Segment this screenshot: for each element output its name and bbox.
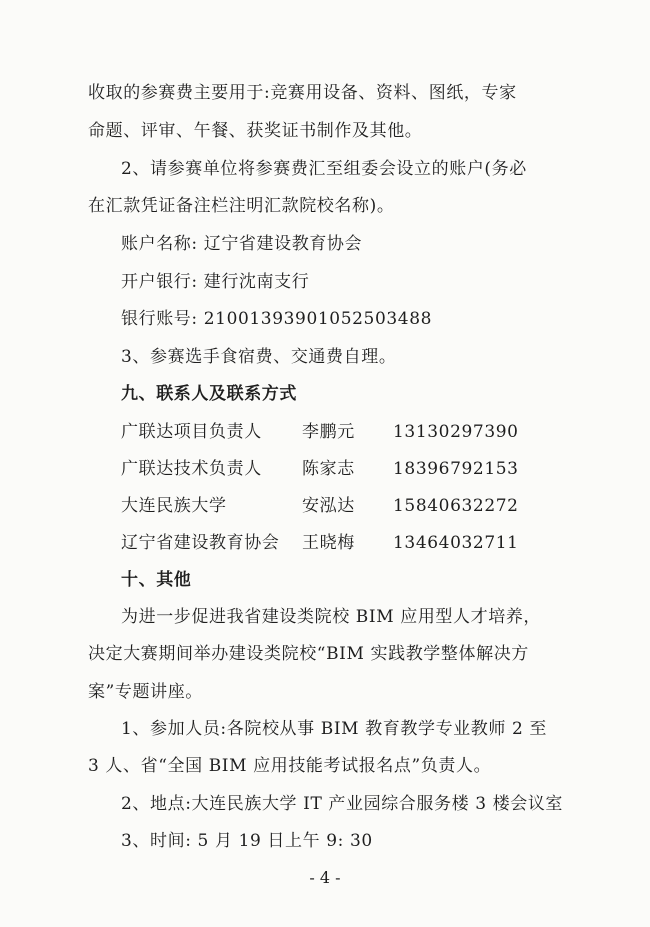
body-text-line: 命题、评审、午餐、获奖证书制作及其他。 xyxy=(88,121,423,141)
account-number-line: 银行账号: 21001393901052503488 xyxy=(121,309,433,329)
contact-role: 广联达技术负责人 xyxy=(121,459,262,479)
contact-name: 陈家志 xyxy=(302,459,355,479)
body-text-line: 3 人、省“全国 BIM 应用技能考试报名点”负责人。 xyxy=(88,756,492,776)
section-heading: 十、其他 xyxy=(121,570,192,590)
body-text-line: 3、参赛选手食宿费、交通费自理。 xyxy=(121,347,397,367)
account-name-line: 账户名称: 辽宁省建设教育协会 xyxy=(121,234,363,254)
body-text-line: 决定大赛期间举办建设类院校“BIM 实践教学整体解决方 xyxy=(88,644,529,664)
contact-name: 李鹏元 xyxy=(302,422,355,442)
section-heading: 九、联系人及联系方式 xyxy=(121,384,297,404)
contact-phone: 13130297390 xyxy=(393,422,519,442)
contact-phone: 13464032711 xyxy=(393,533,519,553)
body-text-line: 案”专题讲座。 xyxy=(88,682,203,702)
body-text-line: 1、参加人员:各院校从事 BIM 教育教学专业教师 2 至 xyxy=(121,719,547,739)
contact-name: 王晓梅 xyxy=(302,533,355,553)
contact-name: 安泓达 xyxy=(302,496,355,516)
contact-role: 大连民族大学 xyxy=(121,496,227,516)
bank-line: 开户银行: 建行沈南支行 xyxy=(121,272,310,292)
contact-row xyxy=(121,421,581,443)
body-text-line: 为进一步促进我省建设类院校 BIM 应用型人才培养， xyxy=(121,607,542,627)
contact-phone: 18396792153 xyxy=(393,459,519,479)
body-text-line: 2、地点:大连民族大学 IT 产业园综合服务楼 3 楼会议室 xyxy=(121,794,564,814)
contact-role: 广联达项目负责人 xyxy=(121,422,262,442)
page-number: - 4 - xyxy=(309,868,341,887)
body-text-line: 在汇款凭证备注栏注明汇款院校名称)。 xyxy=(88,196,395,216)
contact-role: 辽宁省建设教育协会 xyxy=(121,533,280,553)
body-text-line: 3、时间: 5 月 19 日上午 9: 30 xyxy=(121,831,373,851)
contact-row xyxy=(121,495,581,517)
body-text-line: 2、请参赛单位将参赛费汇至组委会设立的账户(务必 xyxy=(121,159,527,179)
contact-row xyxy=(121,532,581,554)
body-text-line: 收取的参赛费主要用于:竞赛用设备、资料、图纸，专家 xyxy=(88,83,517,103)
contact-row xyxy=(121,458,581,480)
contact-phone: 15840632272 xyxy=(393,496,519,516)
